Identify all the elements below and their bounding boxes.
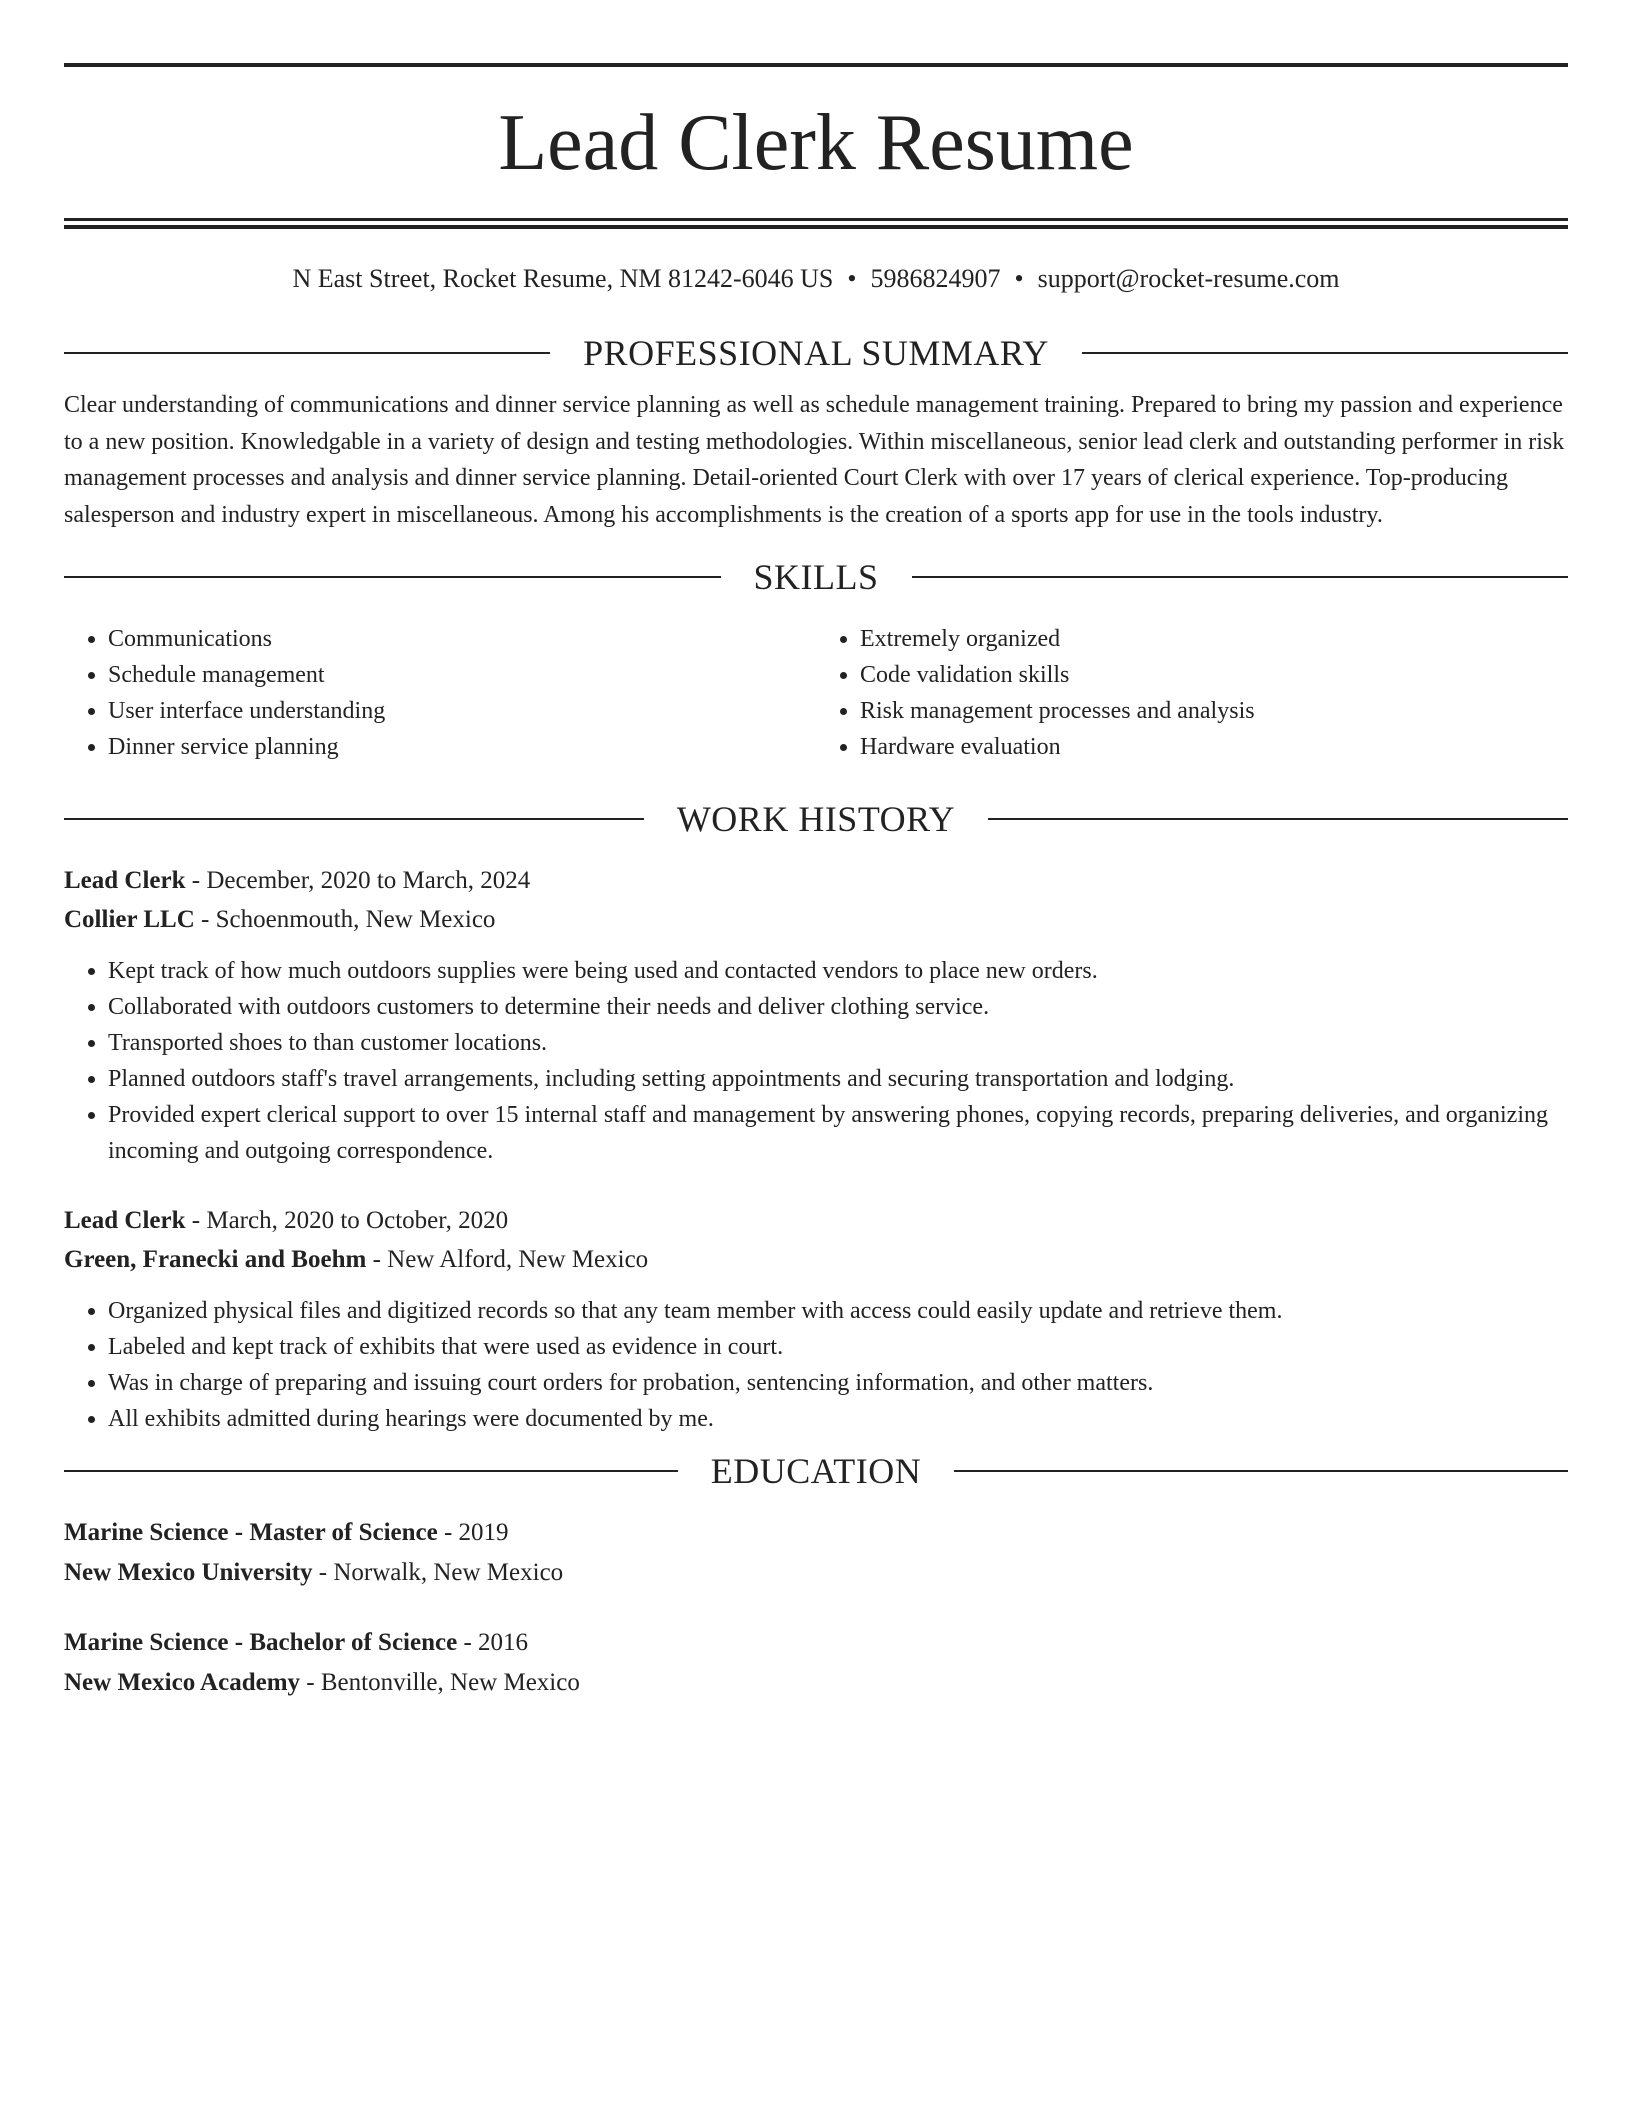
job-bullet: • Kept track of how much outdoors supplies were being used and contacted vendors to place new orders.: [108, 953, 1568, 989]
contact-phone: 5986824907: [870, 264, 1001, 293]
contact-line: [64, 264, 1568, 294]
education-school: New Mexico University: [64, 1559, 313, 1586]
job-bullet: • Provided expert clerical support to over 15 internal staff and management by answering phones, copying records, preparing deliveries, and organizing incoming and outgoing correspondence.: [108, 1097, 1568, 1169]
job-bullet: • Transported shoes to than customer locations.: [108, 1025, 1568, 1061]
education-year: - 2016: [457, 1629, 529, 1656]
heading-line-right: [912, 576, 1569, 578]
education-degree-line: [64, 1513, 1568, 1553]
job-company: Collier LLC: [64, 906, 195, 933]
job-title: Lead Clerk: [64, 1207, 186, 1234]
education-heading: [64, 1451, 1568, 1491]
heading-line-left: [64, 818, 644, 820]
heading-line-left: [64, 1470, 678, 1472]
skill-item: • User interface understanding: [108, 693, 816, 729]
job-company: Green, Franecki and Boehm: [64, 1246, 367, 1273]
contact-separator: •: [1014, 264, 1024, 293]
education-heading-label: EDUCATION: [710, 1451, 922, 1491]
skills-list: [64, 621, 1568, 765]
skill-item: • Hardware evaluation: [860, 729, 1568, 765]
job-bullet: • Planned outdoors staff's travel arrangements, including setting appointments and securing transportation and lodging.: [108, 1061, 1568, 1097]
skills-column-left: [64, 621, 816, 765]
job-dates: - December, 2020 to March, 2024: [185, 867, 531, 894]
job-location: - New Alford, New Mexico: [366, 1246, 649, 1273]
education-location: - Norwalk, New Mexico: [312, 1559, 564, 1586]
skill-item: • Extremely organized: [860, 621, 1568, 657]
skill-item: • Risk management processes and analysis: [860, 693, 1568, 729]
education-entry: [64, 1623, 1568, 1703]
job-company-line: [64, 900, 1568, 939]
job-entry: [64, 1201, 1568, 1437]
job-bullets: [64, 1293, 1568, 1437]
skills-column-right: [816, 621, 1568, 765]
job-location: - Schoenmouth, New Mexico: [194, 906, 496, 933]
summary-heading-label: PROFESSIONAL SUMMARY: [583, 333, 1049, 373]
job-dates: - March, 2020 to October, 2020: [185, 1207, 509, 1234]
work-heading: [64, 799, 1568, 839]
job-title-line: [64, 1201, 1568, 1240]
skill-item: • Dinner service planning: [108, 729, 816, 765]
page-title: Lead Clerk Resume: [498, 99, 1134, 187]
job-bullets: [64, 953, 1568, 1169]
summary-text: Clear understanding of communications and dinner service planning as well as schedule management training. Prepared to bring my passion and experience to a new position. Knowledgable in a variety of design and testing methodologies. Within miscellaneous, senior lead clerk and outstanding performer in risk management processes and analysis and dinner service planning. Detail-oriented Court Clerk with over 17 years of clerical experience. Top-producing salesperson and industry expert in miscellaneous. Among his accomplishments is the creation of a sports app for use in the tools industry.: [64, 392, 1565, 528]
skills-heading: [64, 557, 1568, 597]
education-degree-line: [64, 1623, 1568, 1663]
education-school: New Mexico Academy: [64, 1669, 301, 1696]
top-rule: [64, 63, 1568, 67]
job-bullet: • Collaborated with outdoors customers to determine their needs and deliver clothing service.: [108, 989, 1568, 1025]
education-school-line: [64, 1663, 1568, 1703]
work-heading-label: WORK HISTORY: [676, 799, 956, 839]
education-year: - 2019: [437, 1519, 509, 1546]
job-bullet: • Was in charge of preparing and issuing court orders for probation, sentencing information, and other matters.: [108, 1365, 1568, 1401]
job-bullet: • Organized physical files and digitized records so that any team member with access could easily update and retrieve them.: [108, 1293, 1568, 1329]
job-title-line: [64, 861, 1568, 900]
heading-line-left: [64, 576, 721, 578]
job-entry: [64, 861, 1568, 1169]
education-degree: Marine Science - Master of Science: [64, 1519, 438, 1546]
contact-separator: •: [847, 264, 857, 293]
job-title: Lead Clerk: [64, 867, 186, 894]
contact-address: N East Street, Rocket Resume, NM 81242-6046 US: [292, 264, 834, 293]
job-bullet: • All exhibits admitted during hearings were documented by me.: [108, 1401, 1568, 1437]
heading-line-left: [64, 352, 550, 354]
education-degree: Marine Science - Bachelor of Science: [64, 1629, 458, 1656]
skill-item: • Code validation skills: [860, 657, 1568, 693]
contact-email: support@rocket-resume.com: [1037, 264, 1340, 293]
summary-heading: [64, 333, 1568, 373]
education-school-line: [64, 1553, 1568, 1593]
heading-line-right: [954, 1470, 1568, 1472]
skills-heading-label: SKILLS: [753, 557, 879, 597]
skill-item: • Schedule management: [108, 657, 816, 693]
skill-item: • Communications: [108, 621, 816, 657]
title-double-rule: [64, 218, 1568, 229]
job-bullet: • Labeled and kept track of exhibits that were used as evidence in court.: [108, 1329, 1568, 1365]
job-company-line: [64, 1240, 1568, 1279]
heading-line-right: [988, 818, 1568, 820]
heading-line-right: [1082, 352, 1568, 354]
education-entry: [64, 1513, 1568, 1593]
education-location: - Bentonville, New Mexico: [300, 1669, 580, 1696]
